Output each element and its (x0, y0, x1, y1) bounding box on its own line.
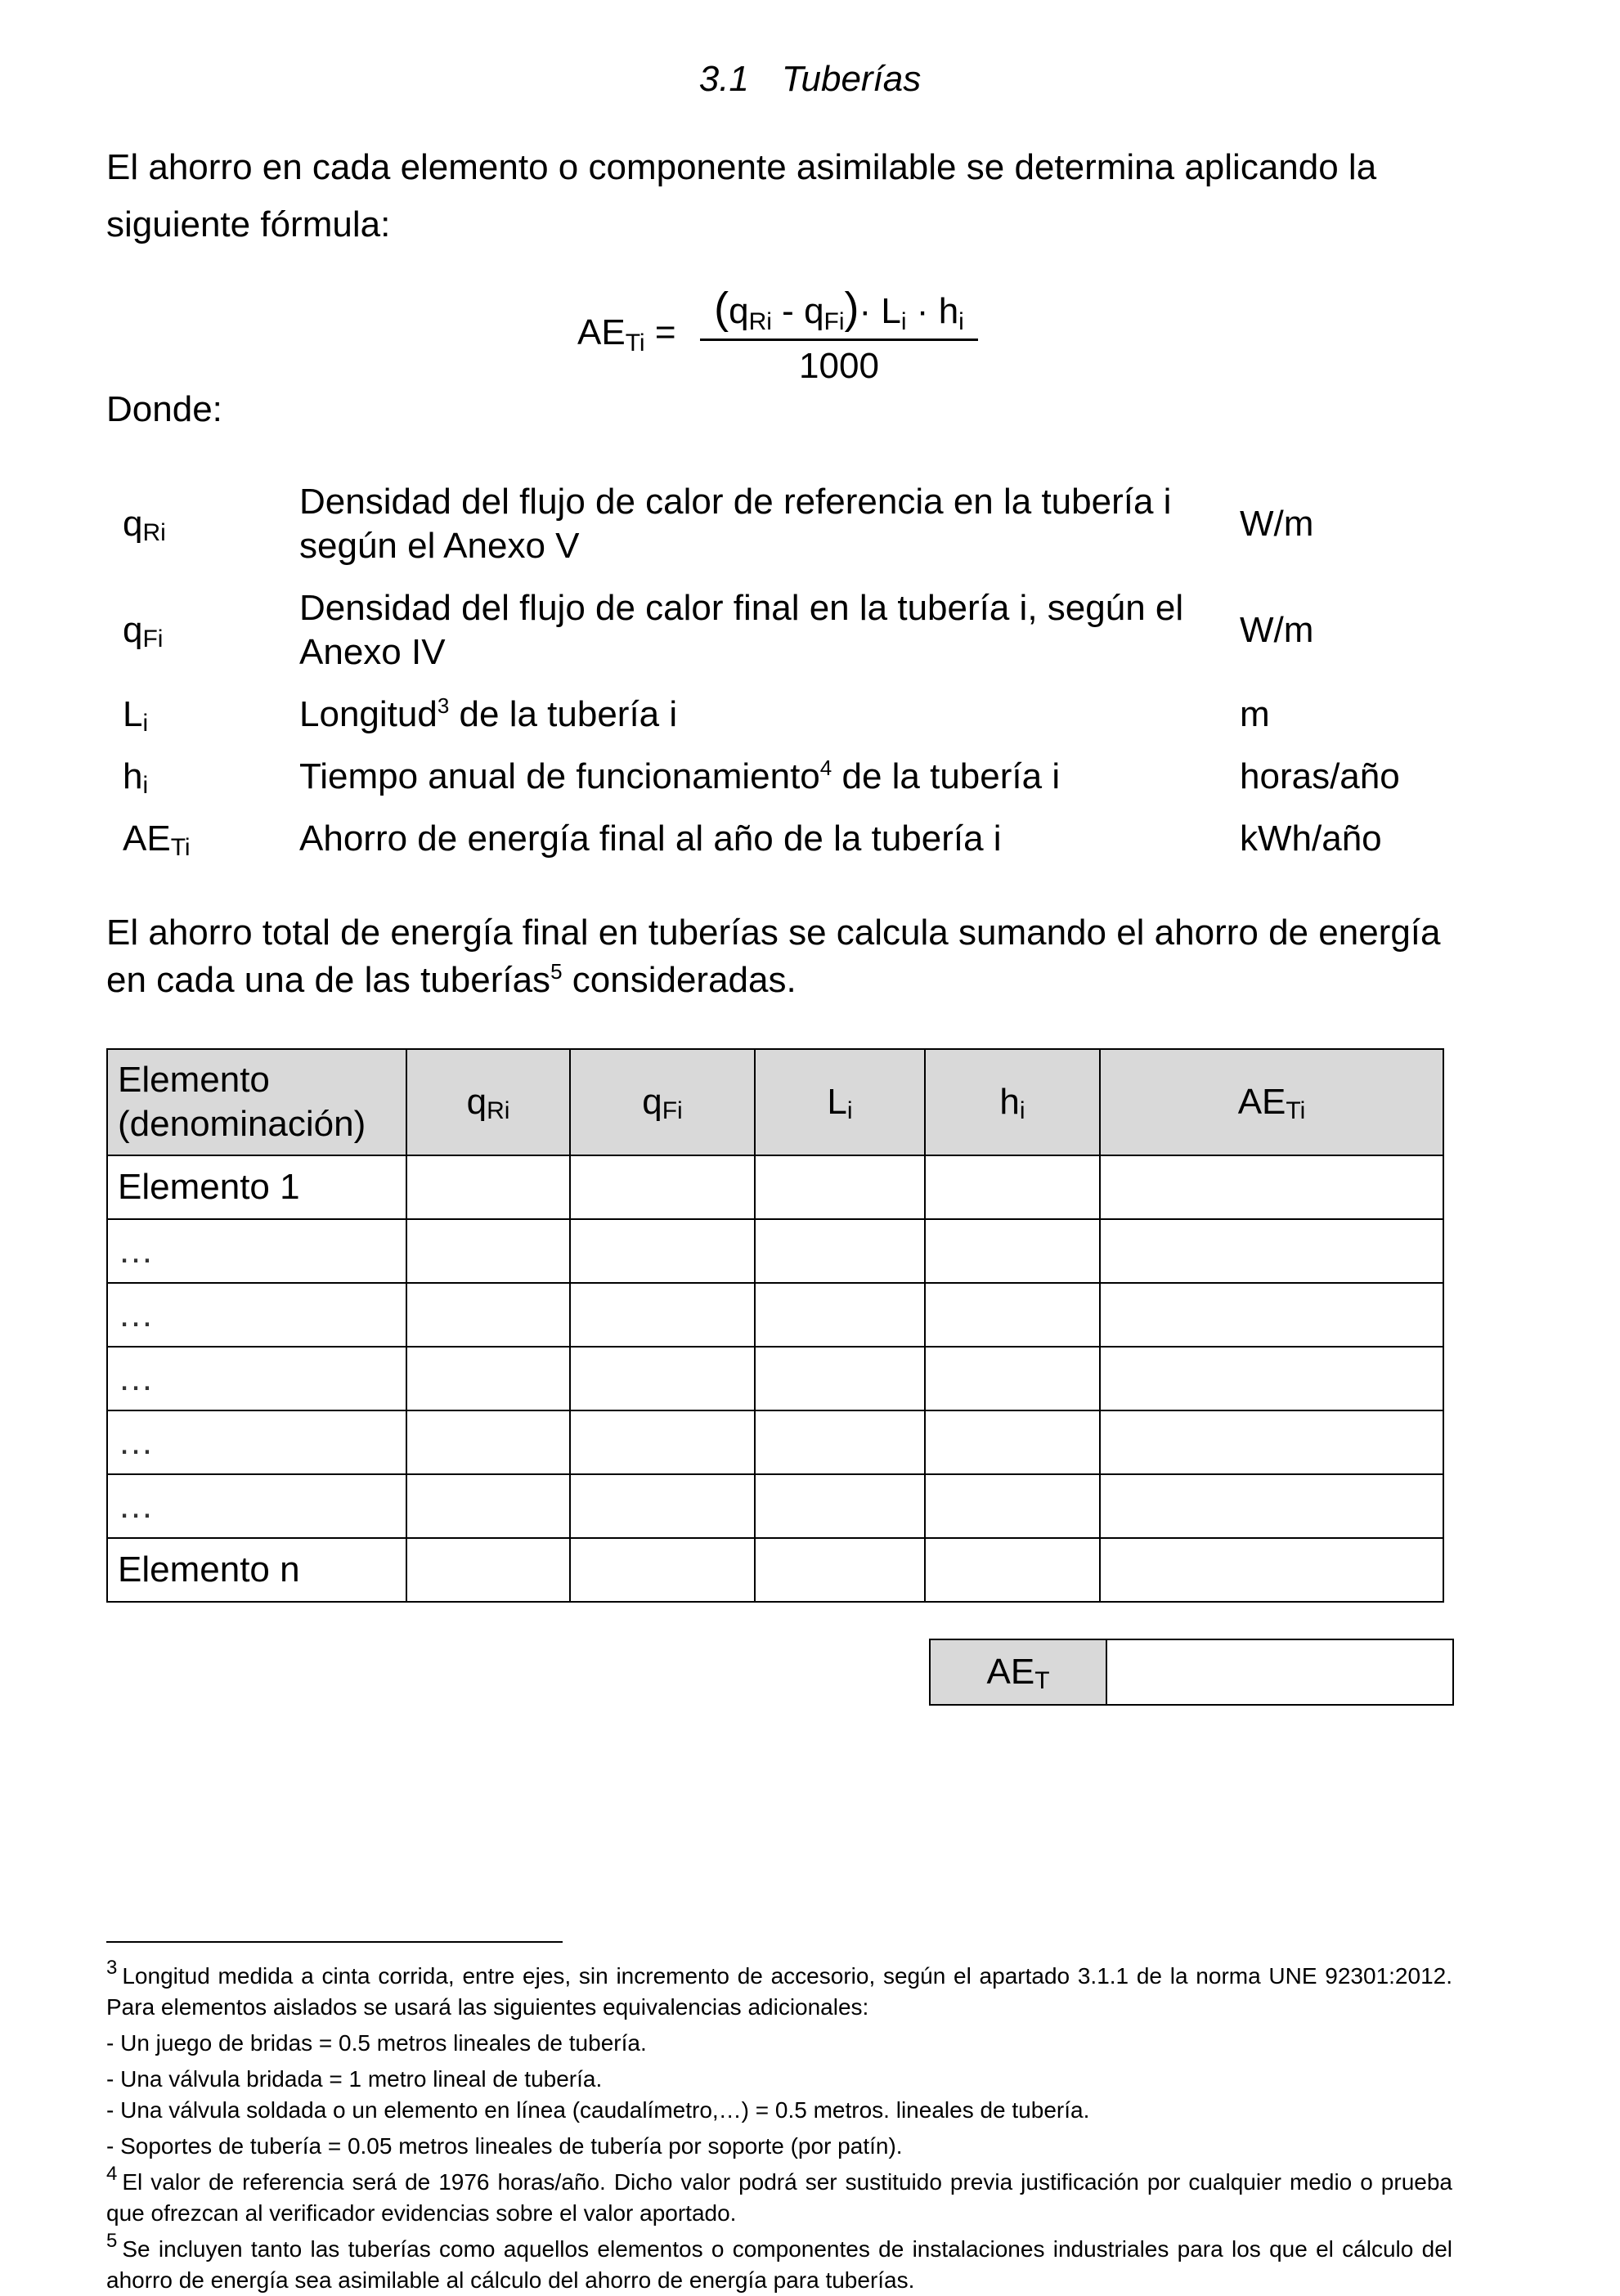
cell-qRi[interactable] (406, 1155, 570, 1219)
definition-description: Densidad del flujo de calor de referencia en la tubería i según el Anexo V (299, 482, 1172, 566)
footnote-3: 3 Longitud medida a cinta corrida, entre ejes, sin incremento de accesorio, según el apartado 3.1.1 de la norma UNE 92301:2012. Para elementos aislados se usará las siguientes equivalencias adicionales: (106, 1957, 1452, 2020)
formula-denominator: 1000 (799, 346, 879, 386)
cell-qFi[interactable] (570, 1283, 755, 1347)
cell-AETi[interactable] (1100, 1283, 1443, 1347)
table-row (107, 1155, 1443, 1219)
cell-AETi[interactable] (1100, 1538, 1443, 1602)
definition-AETi (106, 808, 1456, 870)
cell-hi[interactable] (925, 1155, 1100, 1219)
savings-formula (577, 283, 986, 389)
definition-unit: W/m (1240, 504, 1314, 544)
section-heading (0, 59, 1620, 100)
table-row (107, 1474, 1443, 1538)
section-number: 3.1 (698, 59, 749, 99)
cell-Li[interactable] (755, 1155, 925, 1219)
cell-Li[interactable] (755, 1474, 925, 1538)
cell-AETi[interactable] (1100, 1410, 1443, 1474)
cell-qFi[interactable] (570, 1155, 755, 1219)
cell-Li[interactable] (755, 1410, 925, 1474)
column-header-AETi: AETi (1100, 1049, 1443, 1155)
total-savings-box (929, 1639, 1454, 1706)
cell-hi[interactable] (925, 1219, 1100, 1283)
cell-qRi[interactable] (406, 1410, 570, 1474)
row-label: … (107, 1283, 406, 1347)
row-label: … (107, 1347, 406, 1410)
donde-label: Donde: (106, 389, 222, 429)
definition-symbol: Li (123, 694, 149, 737)
cell-Li[interactable] (755, 1347, 925, 1410)
cell-qFi[interactable] (570, 1410, 755, 1474)
column-header-hi: hi (925, 1049, 1100, 1155)
cell-qFi[interactable] (570, 1538, 755, 1602)
definition-unit: m (1240, 694, 1270, 734)
intro-paragraph: El ahorro en cada elemento o componente asimilable se determina aplicando la siguiente fórmula: (106, 147, 1377, 244)
definition-symbol: qRi (123, 504, 166, 546)
footnote-3-item: - Una válvula soldada o un elemento en línea (caudalímetro,…) = 0.5 metros. lineales de tubería. (106, 2097, 1090, 2123)
cell-AETi[interactable] (1100, 1155, 1443, 1219)
cell-qRi[interactable] (406, 1283, 570, 1347)
cell-Li[interactable] (755, 1219, 925, 1283)
table-row (107, 1538, 1443, 1602)
table-row (107, 1347, 1443, 1410)
column-header-elemento: Elemento (denominación) (107, 1049, 406, 1155)
footnote-3-item: - Un juego de bridas = 0.5 metros lineales de tubería. (106, 2030, 647, 2056)
cell-Li[interactable] (755, 1283, 925, 1347)
cell-qFi[interactable] (570, 1474, 755, 1538)
cell-qRi[interactable] (406, 1347, 570, 1410)
section-title: Tuberías (781, 59, 922, 99)
definition-symbol: AETi (123, 818, 191, 861)
row-label: Elemento 1 (107, 1155, 406, 1219)
cell-qRi[interactable] (406, 1474, 570, 1538)
definition-hi (106, 746, 1456, 808)
total-label: AET (930, 1639, 1106, 1705)
cell-hi[interactable] (925, 1410, 1100, 1474)
total-paragraph: El ahorro total de energía final en tuberías se calcula sumando el ahorro de energía en cada una de las tuberías$^5$ consideradas. (106, 913, 1441, 1000)
definition-description: Longitud$^3$ de la tubería i (299, 693, 678, 734)
pipes-table (106, 1048, 1444, 1603)
footnote-3-item: - Una válvula bridada = 1 metro lineal de tubería. (106, 2066, 603, 2092)
definition-qFi (106, 577, 1456, 684)
footnote-3-item: - Soportes de tubería = 0.05 metros lineales de tubería por soporte (por patín). (106, 2133, 903, 2159)
table-row (107, 1410, 1443, 1474)
row-label: … (107, 1410, 406, 1474)
formula-fraction (700, 283, 978, 387)
definition-description: Densidad del flujo de calor final en la tubería i, según el Anexo IV (299, 588, 1184, 672)
cell-AETi[interactable] (1100, 1347, 1443, 1410)
definition-description: Tiempo anual de funcionamiento$^4$ de la tubería i (299, 756, 1061, 796)
cell-hi[interactable] (925, 1283, 1100, 1347)
row-label: … (107, 1219, 406, 1283)
cell-qRi[interactable] (406, 1538, 570, 1602)
footnotes (106, 1957, 1452, 2296)
cell-Li[interactable] (755, 1538, 925, 1602)
footnote-5: 5 Se incluyen tanto las tuberías como aquellos elementos o componentes de instalaciones industriales para los que el cálculo del ahorro de energía sea asimilable al cálculo del ahorro de energía para tuberías. (106, 2230, 1452, 2293)
table-row (107, 1283, 1443, 1347)
definition-symbol: qFi (123, 610, 164, 652)
table-row (107, 1219, 1443, 1283)
cell-AETi[interactable] (1100, 1474, 1443, 1538)
column-header-qRi: qRi (406, 1049, 570, 1155)
definition-symbol: hi (123, 756, 149, 799)
variable-definitions (106, 471, 1456, 870)
row-label: … (107, 1474, 406, 1538)
formula-lhs: $AE_{Ti}$ = (577, 312, 676, 357)
cell-hi[interactable] (925, 1347, 1100, 1410)
definition-unit: W/m (1240, 610, 1314, 650)
column-header-Li: Li (755, 1049, 925, 1155)
row-label: Elemento n (107, 1538, 406, 1602)
footnote-separator (106, 1941, 563, 1943)
cell-hi[interactable] (925, 1474, 1100, 1538)
definition-qRi (106, 471, 1456, 577)
definition-description: Ahorro de energía final al año de la tubería i (299, 818, 1002, 859)
cell-qFi[interactable] (570, 1347, 755, 1410)
definition-unit: kWh/año (1240, 818, 1382, 859)
formula-numerator: $(q_{Ri} - q_{Fi})\cdot L_i \cdot h_i$ (700, 283, 978, 341)
column-header-qFi: qFi (570, 1049, 755, 1155)
cell-qFi[interactable] (570, 1219, 755, 1283)
total-value-cell[interactable] (1106, 1639, 1453, 1705)
table-header-row (107, 1049, 1443, 1155)
cell-AETi[interactable] (1100, 1219, 1443, 1283)
definition-unit: horas/año (1240, 756, 1400, 796)
definition-Li (106, 684, 1456, 746)
cell-qRi[interactable] (406, 1219, 570, 1283)
footnote-4: 4 El valor de referencia será de 1976 horas/año. Dicho valor podrá ser sustituido previa justificación por cualquier medio o prueba que ofrezcan al verificador evidencias sobre el valor aportado. (106, 2163, 1452, 2226)
cell-hi[interactable] (925, 1538, 1100, 1602)
